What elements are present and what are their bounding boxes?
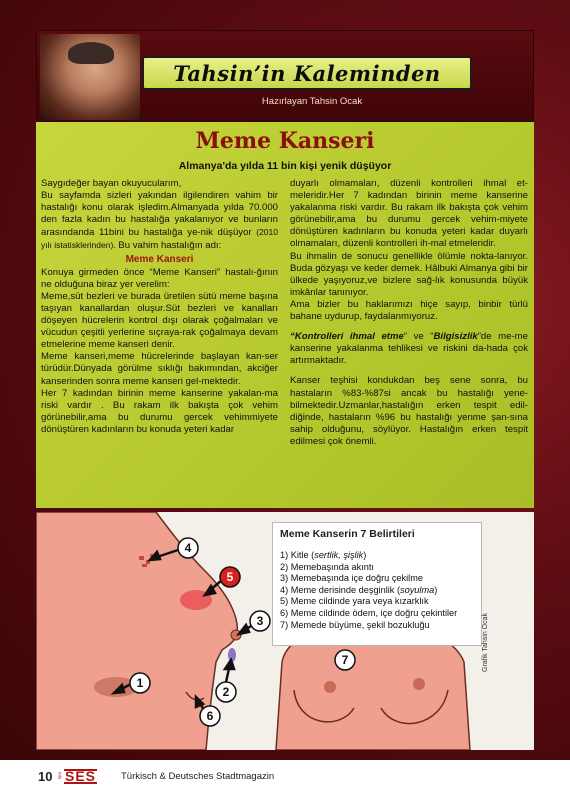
column-title-box (142, 56, 472, 90)
paragraph: Meme kanseri,meme hücrelerinde başlayan kan-ser türüdür.Dünyada görülme sıklığı bakımından, akciğer kanserinden sonra meme kanseri gel-mektedir. (41, 351, 278, 387)
symptom-item: 5) Meme cildinde yara veya kızarklık (280, 596, 429, 607)
symptom-item: 4) Meme derisinde deşginlik (soyulma) (280, 584, 438, 595)
symptom-item: 2) Memebaşında akıntı (280, 561, 374, 572)
article-column-left (41, 178, 278, 436)
symptom-list (280, 550, 480, 631)
article-title: Meme Kanseri (195, 128, 375, 154)
logo-tagline: Işın (57, 772, 62, 780)
graphic-credit: Grafik Tahsin Ocak (482, 612, 489, 672)
paragraph: Konuya girmeden önce “Meme Kanseri” hastalı-ğının ne olduğuna biraz yer verelim: (41, 266, 278, 290)
byline: Hazırlayan Tahsin Ocak (261, 96, 363, 107)
section-heading: Meme Kanseri (125, 253, 194, 265)
arrow-2-head (225, 660, 234, 669)
symptom-item: 3) Memebaşında içe doğru çekilme (280, 573, 423, 584)
column-title: Tahsin’in Kaleminden (173, 60, 441, 86)
marker-5: 5 (226, 570, 234, 584)
page-number: 10 (38, 769, 53, 784)
marker-3: 3 (256, 614, 264, 628)
symptom-title: Meme Kanserin 7 Belirtileri (280, 528, 415, 540)
magazine-logo (57, 768, 113, 784)
paragraph: Ama bizler bu haklarımızı hiçe sayıp, binbir türlü bahane uydurup, faydalanmıyoruz. (290, 298, 528, 323)
symptom-item: 1) Kitle (sertlik, şişlik) (280, 550, 367, 560)
nipple-left (324, 681, 336, 693)
arrow-3-head (239, 625, 249, 634)
symptom-item: 6) Meme cildinde ödem, içe doğru çekintiler (280, 607, 458, 618)
paragraph: Bu sayfamda sizleri yakından ilgilendiren vahim bir hastalığı konu olarak işledim.Almanyada yılda 70.000 den fazla kadın bu hastalığa yakalanıyor ve bunların arasındanda 11bini bu hastalığa ye-nik düşüyor (2010 yılı istatisklerinden). Bu vahim hastalığın adı: (41, 190, 278, 252)
marker-6: 6 (206, 709, 214, 723)
paragraph: Her 7 kadından birinin meme kanserine yakalan-ma riski vardır . Bu rakam ilk bakışta çok vehim görünebilir,ama bu durumu gercek vehimmiyete dönüştüren kadınların bu konuda yeteri kadar (41, 387, 278, 435)
paragraph: Kanser teşhisi kondukdan beş sene sonra, bu hastaların %83-%87si ancak bu hastalığı yene-bilmektedir.Uzmanlar,hastalığın erken tespit edil-diğinde, hastaların %96 bu hastalığı yenme şan-sına sahip olduğunu, söylüyor. Hastalığın erken tespit edilmesi çok önemli. (290, 375, 528, 447)
author-portrait (40, 34, 140, 120)
marker-7: 7 (341, 653, 349, 667)
paragraph: duyarlı olmamaları, düzenli kontrolleri ihmal et-meleridir.Her 7 kadından birinin meme kanserine yakalanma riski vardır. Bu rakam ilk bakışta çok vehim görünebilir,ama bu durumu gercek vehim-miyete dönüştüren kadınların bu konuda yeteri kadar duyarlı olmamaları, düzenli kontrolleri ih-mal etmeleridir. (290, 178, 528, 250)
marker-2: 2 (222, 685, 230, 699)
paragraph: “Kontrolleri ihmal etme“ ve “Bilgisizlik”de me-me kanserine yakalanma tehlikesi ve riskini da-hada çok artırmaktadır. (290, 331, 528, 367)
marker-4: 4 (184, 541, 192, 555)
paragraph: Saygıdeğer bayan okuyucularım, (41, 178, 182, 189)
paragraph: Bu ihmalin de sonucu genellikle ölümle nokta-lanıyor. Buda gözyaşı ve keder demek. Hâlbuki Almanya gibi bir ülkede yaşıyoruz,ve bizlere sağ-lık konusunda büyük imkânlar tanınıyor. (290, 250, 528, 298)
logo-text: SES (65, 767, 97, 784)
nipple-right (413, 678, 425, 690)
marker-1: 1 (136, 676, 144, 690)
article-column-right (290, 178, 528, 448)
magazine-name: Türkisch & Deutsches Stadtmagazin (121, 771, 275, 782)
paragraph: Meme,süt bezleri ve burada üretilen sütü meme başına taşıyan kanallardan oluşur.Süt bezleri ve kanalları döşeyen hücrelerin kontrol dışı olarak çoğalmaları ve vücudun çeşitli yerlerine sıçraya-rak çoğalmaya devam etmelerine meme kanseri denir. (41, 290, 278, 351)
symptom-item: 7) Memede büyüme, şekil bozukluğu (280, 619, 430, 630)
article-subtitle: Almanya'da yılda 11 bin kişi yenik düşüyor (178, 160, 392, 172)
